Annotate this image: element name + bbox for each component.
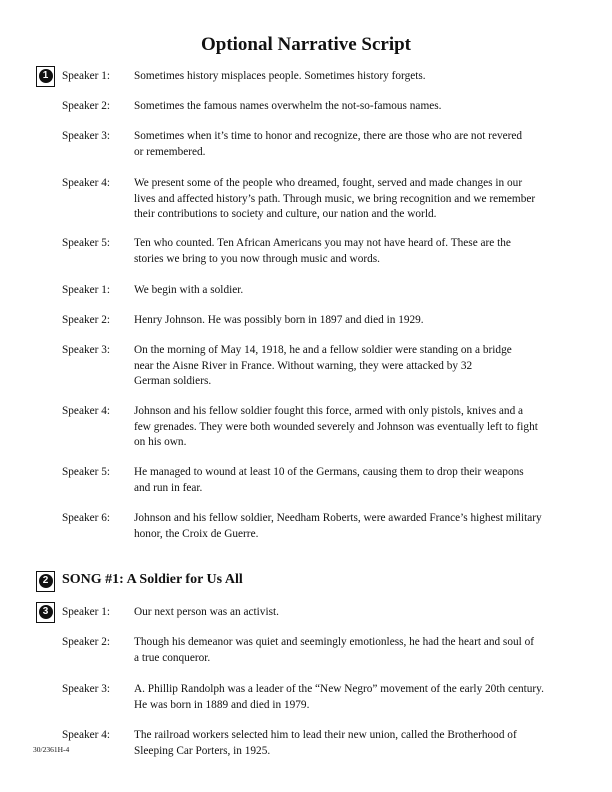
speaker-label: Speaker 1: bbox=[62, 606, 110, 618]
speaker-label: Speaker 3: bbox=[62, 130, 110, 142]
text-line: We present some of the people who dreamed, fought, served and made changes in our bbox=[134, 177, 523, 189]
text-line: On the morning of May 14, 1918, he and a fellow soldier were standing on a bridge bbox=[134, 344, 512, 356]
speaker-label: Speaker 2: bbox=[62, 314, 110, 326]
speaker-label: Speaker 4: bbox=[62, 177, 110, 189]
text-line: a true conqueror. bbox=[134, 651, 211, 664]
text-line: Johnson and his fellow soldier fought this force, armed with only pistols, knives and a bbox=[134, 405, 524, 417]
speaker-text bbox=[134, 728, 574, 759]
speaker-text bbox=[134, 511, 574, 542]
text-line: lives and affected history’s path. Through music, we bring recognition and we remember bbox=[134, 192, 536, 205]
text-line: Sometimes history misplaces people. Sometimes history forgets. bbox=[134, 70, 426, 82]
speaker-text bbox=[134, 99, 574, 115]
text-line: Sometimes when it’s time to honor and recognize, there are those who are not revered bbox=[134, 130, 523, 142]
text-line: near the Aisne River in France. Without warning, they were attacked by 32 bbox=[134, 359, 473, 372]
speaker-text bbox=[134, 313, 574, 329]
text-line: their contributions to society and culture, our nation and the world. bbox=[134, 208, 437, 221]
text-line: Ten who counted. Ten African Americans you may not have heard of. These are the bbox=[134, 237, 511, 249]
text-line: stories we bring to you now through music and words. bbox=[134, 252, 380, 265]
speaker-label: Speaker 4: bbox=[62, 405, 110, 417]
speaker-text bbox=[134, 283, 574, 299]
speaker-label: Speaker 4: bbox=[62, 729, 110, 741]
text-line: few grenades. They were both wounded severely and Johnson was eventually left to fight bbox=[134, 420, 538, 433]
speaker-label: Speaker 6: bbox=[62, 512, 110, 524]
speaker-label: Speaker 2: bbox=[62, 636, 110, 648]
speaker-label: Speaker 2: bbox=[62, 100, 110, 112]
text-line: honor, the Croix de Guerre. bbox=[134, 527, 259, 540]
speaker-text bbox=[134, 343, 574, 390]
text-line: or remembered. bbox=[134, 145, 206, 158]
section-badge-3: 3 bbox=[36, 602, 55, 623]
text-line: Johnson and his fellow soldier, Needham Roberts, were awarded France’s highest military bbox=[134, 512, 542, 524]
text-line: The railroad workers selected him to lead their new union, called the Brotherhood of bbox=[134, 729, 517, 741]
speaker-text bbox=[134, 635, 574, 666]
text-line: He was born in 1889 and died in 1979. bbox=[134, 698, 310, 711]
speaker-label: Speaker 1: bbox=[62, 70, 110, 82]
speaker-text bbox=[134, 465, 574, 496]
section-badge-1: 1 bbox=[36, 66, 55, 87]
text-line: A. Phillip Randolph was a leader of the “New Negro” movement of the early 20th century. bbox=[134, 683, 544, 695]
text-line: Henry Johnson. He was possibly born in 1897 and died in 1929. bbox=[134, 314, 424, 326]
page-title: Optional Narrative Script bbox=[200, 34, 412, 55]
text-line: Our next person was an activist. bbox=[134, 606, 279, 618]
text-line: and run in fear. bbox=[134, 481, 203, 494]
text-line: Sleeping Car Porters, in 1925. bbox=[134, 744, 271, 757]
text-line: We begin with a soldier. bbox=[134, 284, 244, 296]
speaker-text bbox=[134, 176, 574, 223]
song-heading: SONG #1: A Soldier for Us All bbox=[62, 572, 243, 587]
text-line: He managed to wound at least 10 of the Germans, causing them to drop their weapons bbox=[134, 466, 524, 478]
text-line: German soldiers. bbox=[134, 375, 212, 388]
speaker-text bbox=[134, 682, 574, 713]
speaker-text bbox=[134, 236, 574, 267]
speaker-text bbox=[134, 404, 574, 451]
speaker-text bbox=[134, 605, 574, 621]
section-badge-2: 2 bbox=[36, 571, 55, 592]
text-line: Though his demeanor was quiet and seemingly emotionless, he had the heart and soul of bbox=[134, 636, 535, 648]
text-line: on his own. bbox=[134, 436, 187, 449]
speaker-label: Speaker 5: bbox=[62, 466, 110, 478]
text-line: Sometimes the famous names overwhelm the not-so-famous names. bbox=[134, 100, 442, 112]
speaker-text bbox=[134, 129, 574, 160]
footer-code: 30/2361H-4 bbox=[33, 745, 70, 754]
speaker-label: Speaker 3: bbox=[62, 344, 110, 356]
speaker-label: Speaker 5: bbox=[62, 237, 110, 249]
speaker-label: Speaker 3: bbox=[62, 683, 110, 695]
speaker-text bbox=[134, 69, 574, 85]
speaker-label: Speaker 1: bbox=[62, 284, 110, 296]
